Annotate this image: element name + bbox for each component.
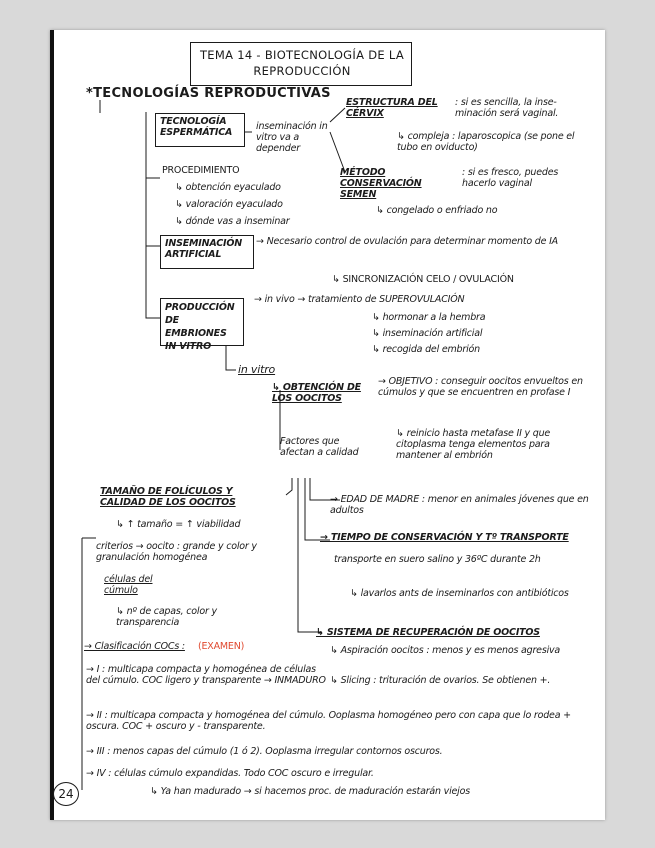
sistema-slicing: ↳ Slicing : trituración de ovarios. Se obtienen +.	[330, 675, 551, 686]
inseminacion-line2: ↳ SINCRONIZACIÓN CELO / OVULACIÓN	[332, 274, 514, 285]
celulas-detail: ↳ nº de capas, color y transparencia	[116, 606, 217, 628]
sistema-aspiracion: ↳ Aspiración oocitos : menos y es menos agresiva	[330, 645, 561, 656]
metodo-text: : si es fresco, puedes hacerlo vaginal	[462, 167, 559, 189]
tiempo-line1: transporte en suero salino y 36ºC durante 2h	[334, 554, 541, 565]
inseminacion-line1: → Necesario control de ovulación para determinar momento de IA	[256, 236, 558, 247]
tamano-label: TAMAÑO DE FOLÍCULOS Y CALIDAD DE LOS OOCITOS	[100, 486, 236, 508]
in-vitro-label: in vitro	[238, 363, 276, 376]
tiempo-line2: ↳ lavarlos ants de inseminarlos con antibióticos	[350, 588, 569, 599]
in-vivo-item: ↳ recogida del embrión	[372, 344, 480, 355]
proc-item: ↳ dónde vas a inseminar	[175, 216, 290, 227]
clasificacion-item: ↳ Ya han madurado → si hacemos proc. de maduración estarán viejos	[150, 786, 470, 797]
proc-item: ↳ obtención eyaculado	[175, 182, 281, 193]
metodo-label: MÉTODO CONSERVACIÓN SEMEN	[340, 167, 422, 200]
metodo-congelado: ↳ congelado o enfriado no	[376, 205, 498, 216]
objetivo-reinicio: ↳ reinicio hasta metafase II y que citoplasma tenga elementos para mantener al embrión	[396, 428, 551, 461]
clasificacion-item: → I : multicapa compacta y homogénea de células del cúmulo. COC ligero y transparente → INMADURO	[86, 664, 326, 686]
exam-tag: (EXAMEN)	[198, 641, 245, 652]
edad-madre: → EDAD DE MADRE : menor en animales jóvenes que en adultos	[330, 494, 589, 516]
inseminacion-label: INSEMINACIÓN ARTIFICIAL	[165, 238, 242, 260]
tiempo-label: → TIEMPO DE CONSERVACIÓN Y Tº TRANSPORTE	[320, 532, 569, 543]
main-heading: *TECNOLOGÍAS REPRODUCTIVAS	[86, 86, 331, 101]
page-binding-edge	[50, 30, 54, 820]
objetivo-text: → OBJETIVO : conseguir oocitos envueltos en cúmulos y que se encuentren en profase I	[378, 376, 583, 398]
tec-espermatica-note: inseminación in vitro va a depender	[256, 121, 328, 154]
in-vivo-line: → in vivo → tratamiento de SUPEROVULACIÓN	[254, 294, 465, 305]
obtencion-label: ↳ OBTENCIÓN DE LOS OOCITOS	[272, 382, 361, 404]
in-vivo-item: ↳ inseminación artificial	[372, 328, 483, 339]
clasificacion-item: → IV : células cúmulo expandidas. Todo COC oscuro e irregular.	[86, 768, 374, 779]
tamano-line1: ↳ ↑ tamaño = ↑ viabilidad	[116, 519, 241, 530]
estructura-text: : si es sencilla, la inse- minación será vaginal.	[455, 97, 559, 119]
sistema-label: ↳ SISTEMA DE RECUPERACIÓN DE OOCITOS	[316, 627, 540, 638]
criterios-text: criterios → oocito : grande y color y granulación homogénea	[96, 541, 257, 563]
page-number: 24	[53, 782, 79, 806]
factores-label: Factores que afectan a calidad	[280, 436, 359, 458]
celulas-label: células del cúmulo	[104, 574, 153, 596]
proc-item: ↳ valoración eyaculado	[175, 199, 283, 210]
estructura-label: ESTRUCTURA DEL CÉRVIX	[346, 97, 438, 119]
produccion-label: PRODUCCIÓN DE EMBRIONES IN VITRO	[165, 302, 235, 352]
clasificacion-label: → Clasificación COCs :	[84, 641, 185, 652]
estructura-compleja: ↳ compleja : laparoscopica (se pone el tubo en oviducto)	[397, 131, 575, 153]
page-title: TEMA 14 - BIOTECNOLOGÍA DE LA REPRODUCCIÓN	[199, 48, 405, 78]
in-vivo-item: ↳ hormonar a la hembra	[372, 312, 486, 323]
clasificacion-item: → II : multicapa compacta y homogénea del cúmulo. Ooplasma homogéneo pero con capa que lo rodea + oscura. COC + oscuro y - transparente.	[86, 710, 571, 732]
clasificacion-item: → III : menos capas del cúmulo (1 ó 2). Ooplasma irregular contornos oscuros.	[86, 746, 443, 757]
procedimiento-label: PROCEDIMIENTO	[162, 165, 240, 176]
tec-espermatica-label: TECNOLOGÍA ESPERMÁTICA	[160, 116, 233, 138]
